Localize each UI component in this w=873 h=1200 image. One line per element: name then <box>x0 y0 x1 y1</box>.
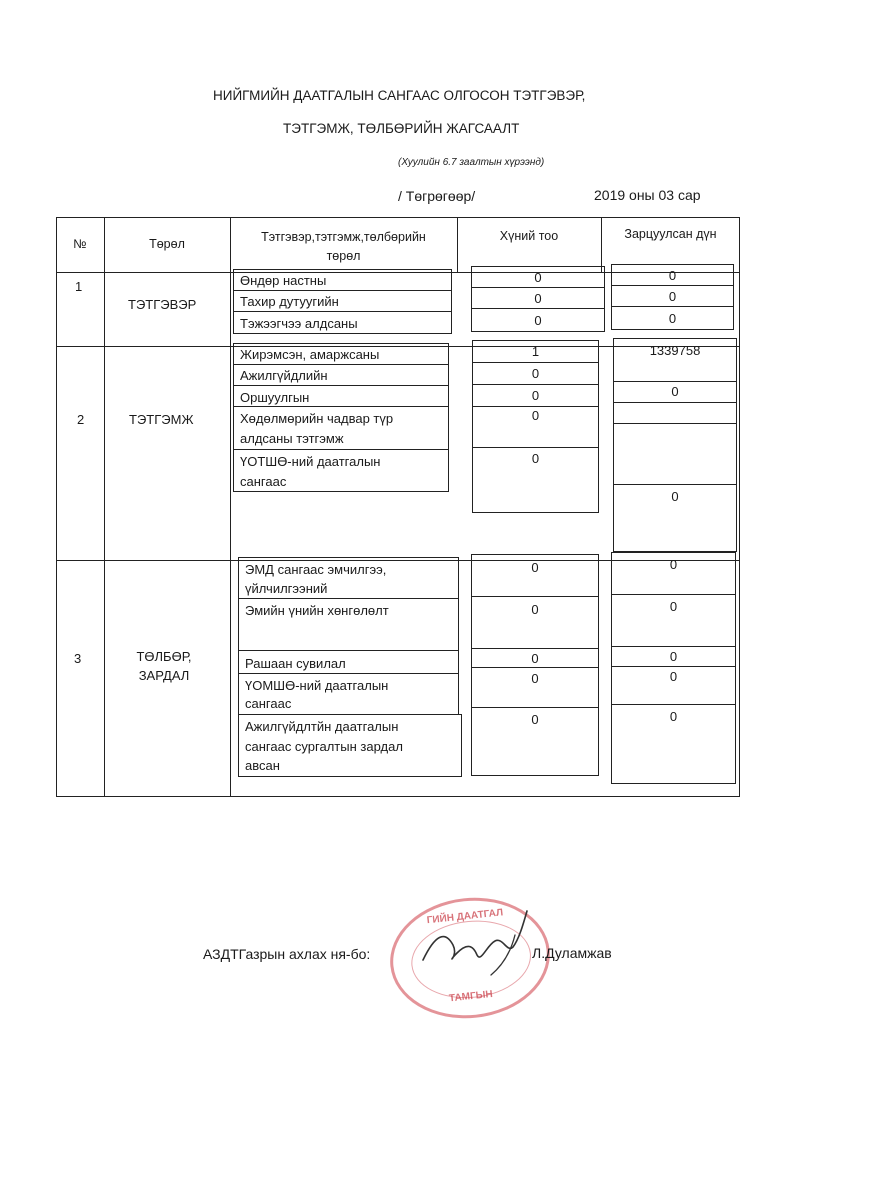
row-label: Тэжээгчээ алдсаны <box>240 316 358 331</box>
list-item <box>238 650 459 674</box>
table-cell <box>471 266 605 288</box>
list-item <box>233 449 449 492</box>
row-label-line3: авсан <box>245 758 280 773</box>
signer-name: Л.Дуламжав <box>532 945 612 961</box>
list-item <box>238 714 462 777</box>
header-num: № <box>73 237 87 251</box>
spent-value: 0 <box>671 489 679 504</box>
group2-type: ТЭТГЭМЖ <box>129 412 194 427</box>
row-label-line1: ЭМД сангаас эмчилгээ, <box>245 562 387 577</box>
table-cell <box>471 287 605 309</box>
spent-column-box <box>613 338 737 552</box>
row-label: Рашаан сувилал <box>245 656 346 671</box>
spent-value: 0 <box>669 669 678 684</box>
header-type: Төрөл <box>149 237 185 251</box>
row-label: Өндөр настны <box>240 273 327 288</box>
spent-value: 0 <box>669 709 678 724</box>
people-value: 0 <box>531 451 540 466</box>
header-kind-line2: төрөл <box>326 249 361 263</box>
people-value: 0 <box>531 366 540 381</box>
list-item <box>233 364 449 386</box>
row-label-line1: ҮОМШӨ-ний даатгалын <box>245 678 389 693</box>
row-label: Оршуулгын <box>240 390 310 405</box>
group1-type: ТЭТГЭВЭР <box>128 297 197 312</box>
row-label-line1: Хөдөлмөрийн чадвар түр <box>240 411 394 426</box>
row-label-line1: Ажилгүйдлтйн даатгалын <box>245 719 399 734</box>
people-value: 0 <box>534 313 542 328</box>
row-label-line2: сангаас <box>245 696 292 711</box>
spent-value: 0 <box>669 557 678 572</box>
spent-value: 1339758 <box>649 343 701 358</box>
stamp-text-top: ГИЙН ДААТГАЛ <box>426 907 504 927</box>
group3-num: 3 <box>74 651 82 666</box>
doc-title-line1: НИЙГМИЙН ДААТГАЛЫН САНГААС ОЛГОСОН ТЭТГЭВЭР, <box>213 88 586 103</box>
list-item <box>233 385 449 407</box>
people-value: 0 <box>531 408 540 423</box>
list-item <box>238 557 459 599</box>
table-cell <box>611 264 734 286</box>
table-cell <box>611 285 734 307</box>
row-label-line2: үйлчилгээний <box>245 581 328 596</box>
list-item <box>233 269 452 291</box>
group3-type-line1: ТӨЛБӨР, <box>136 649 192 664</box>
header-kind-line1: Тэтгэвэр,тэтгэмж,төлбөрийн <box>261 230 426 244</box>
stamp-text-bottom: ТАМГЫН <box>448 988 494 1005</box>
list-item <box>233 343 449 365</box>
people-value: 0 <box>531 560 539 575</box>
people-value: 0 <box>531 602 539 617</box>
header-spent: Зарцуулсан дүн <box>624 227 717 241</box>
people-value: 1 <box>531 344 540 359</box>
header-people: Хүний тоо <box>499 229 559 243</box>
period-label: 2019 оны 03 сар <box>594 187 701 203</box>
spent-value: 0 <box>669 649 678 664</box>
row-label-line2: алдсаны тэтгэмж <box>240 431 344 446</box>
spent-value: 0 <box>668 311 677 326</box>
list-item <box>233 290 452 312</box>
row-label: Жирэмсэн, амаржсаны <box>240 347 380 362</box>
header-kind <box>230 230 457 264</box>
list-item <box>238 598 459 651</box>
row-label: Тахир дутуугийн <box>240 294 339 309</box>
list-item <box>238 673 459 715</box>
table-cell <box>611 306 734 330</box>
spent-value: 0 <box>668 268 677 283</box>
people-value: 0 <box>534 270 542 285</box>
row-label: Ажилгүйдлийн <box>240 368 328 383</box>
people-value: 0 <box>531 651 539 666</box>
row-label-line2: сангаас сургалтын зардал <box>245 739 403 754</box>
signer-position: АЗДТГазрын ахлах ня-бо: <box>203 946 371 962</box>
row-label: Эмийн үнийн хөнгөлөлт <box>245 603 389 618</box>
list-item <box>233 311 452 334</box>
group3-type-line2: ЗАРДАЛ <box>138 668 190 683</box>
group3-type <box>136 649 192 684</box>
group2-num: 2 <box>77 412 85 427</box>
spent-value: 0 <box>671 384 679 399</box>
group1-num: 1 <box>75 279 83 294</box>
people-value: 0 <box>531 671 539 686</box>
people-value: 0 <box>531 712 539 727</box>
list-item <box>233 406 449 450</box>
doc-title-line2: ТЭТГЭМЖ, ТӨЛБӨРИЙН ЖАГСААЛТ <box>283 121 520 136</box>
row-label-line2: сангаас <box>240 474 287 489</box>
row-label-line1: ҮОТШӨ-ний даатгалын <box>240 454 381 469</box>
spent-column-box <box>611 552 736 784</box>
signature-mark <box>415 905 545 985</box>
spent-value: 0 <box>669 599 678 614</box>
doc-subtitle: (Хуулийн 6.7 заалтын хүрээнд) <box>398 157 545 168</box>
unit-label: / Төгрөгөөр/ <box>398 188 476 204</box>
spent-value: 0 <box>668 289 677 304</box>
table-cell <box>471 308 605 332</box>
people-value: 0 <box>534 291 542 306</box>
people-value: 0 <box>531 388 540 403</box>
